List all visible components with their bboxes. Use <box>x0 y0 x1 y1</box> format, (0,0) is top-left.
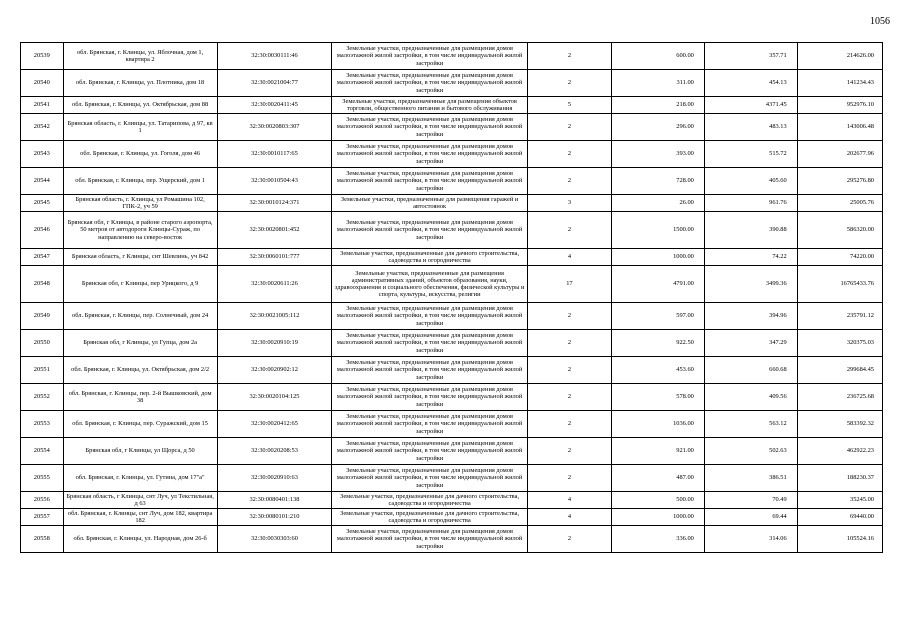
cadastral-number-cell: 32:30:0020801:452 <box>217 212 332 249</box>
cadastral-value-cell: 214626.00 <box>797 43 882 70</box>
address-cell: Брянская обл, г Клинцы, в районе старого аэропорта, 50 метров от автодороги Клинцы-Сураж, по направлению на северо-восток <box>63 212 217 249</box>
specific-value-cell: 454.13 <box>704 70 797 97</box>
address-cell: Брянская обл, г Клинцы, ул Гупца, дом 2а <box>63 330 217 357</box>
row-number-cell: 20555 <box>21 465 64 492</box>
address-cell: обл. Брянская, г. Клинцы, ул. Гоголя, дом 46 <box>63 141 217 168</box>
area-cell: 336.00 <box>611 526 704 553</box>
area-cell: 728.00 <box>611 168 704 195</box>
group-cell: 3 <box>527 195 611 212</box>
group-cell: 2 <box>527 438 611 465</box>
specific-value-cell: 502.63 <box>704 438 797 465</box>
area-cell: 500.00 <box>611 492 704 509</box>
address-cell: обл. Брянская, г. Клинцы, пер. Суражский, дом 15 <box>63 411 217 438</box>
table-row <box>21 168 883 195</box>
cadastral-number-cell: 32:30:0021005:112 <box>217 303 332 330</box>
table-row <box>21 438 883 465</box>
cadastral-value-cell: 74220.00 <box>797 249 882 266</box>
group-cell: 5 <box>527 97 611 114</box>
specific-value-cell: 69.44 <box>704 509 797 526</box>
land-use-cell: Земельные участки, предназначенные для размещения домов малоэтажной жилой застройки, в том числе индивидуальной жилой застройки <box>332 43 528 70</box>
specific-value-cell: 4371.45 <box>704 97 797 114</box>
land-use-cell: Земельные участки, предназначенные для размещения домов малоэтажной жилой застройки, в том числе индивидуальной жилой застройки <box>332 168 528 195</box>
row-number-cell: 20552 <box>21 384 64 411</box>
table-row <box>21 526 883 553</box>
land-use-cell: Земельные участки, предназначенные для размещения гаражей и автостоянок <box>332 195 528 212</box>
table-row <box>21 303 883 330</box>
cadastral-number-cell: 32:30:0020803:307 <box>217 114 332 141</box>
group-cell: 2 <box>527 70 611 97</box>
specific-value-cell: 70.49 <box>704 492 797 509</box>
address-cell: обл. Брянская, г. Клинцы, ул. Гутина, дом 17"а" <box>63 465 217 492</box>
cadastral-number-cell: 32:30:0020412:65 <box>217 411 332 438</box>
address-cell: обл. Брянская, г. Клинцы, ул. Яблочная, дом 1, квартира 2 <box>63 43 217 70</box>
cadastral-value-cell: 320375.03 <box>797 330 882 357</box>
address-cell: обл. Брянская, г. Клинцы, пер. Ущерский, дом 1 <box>63 168 217 195</box>
land-use-cell: Земельные участки, предназначенные для размещения домов малоэтажной жилой застройки, в том числе индивидуальной жилой застройки <box>332 357 528 384</box>
specific-value-cell: 386.51 <box>704 465 797 492</box>
cadastral-value-cell: 583392.32 <box>797 411 882 438</box>
group-cell: 2 <box>527 303 611 330</box>
address-cell: обл. Брянская, г. Клинцы, снт Луч, дом 182, квартира 182 <box>63 509 217 526</box>
table-row <box>21 249 883 266</box>
specific-value-cell: 357.71 <box>704 43 797 70</box>
land-use-cell: Земельные участки, предназначенные для дачного строительства, садоводства и огородничества <box>332 509 528 526</box>
table-row <box>21 212 883 249</box>
group-cell: 2 <box>527 141 611 168</box>
row-number-cell: 20543 <box>21 141 64 168</box>
group-cell: 2 <box>527 212 611 249</box>
row-number-cell: 20550 <box>21 330 64 357</box>
land-use-cell: Земельные участки, предназначенные для размещения домов малоэтажной жилой застройки, в том числе индивидуальной жилой застройки <box>332 438 528 465</box>
row-number-cell: 20545 <box>21 195 64 212</box>
address-cell: обл. Брянская, г. Клинцы, пер. Солнечный, дом 24 <box>63 303 217 330</box>
land-use-cell: Земельные участки, предназначенные для размещения домов малоэтажной жилой застройки, в том числе индивидуальной жилой застройки <box>332 212 528 249</box>
group-cell: 2 <box>527 168 611 195</box>
cadastral-number-cell: 32:30:0020104:125 <box>217 384 332 411</box>
cadastral-number-cell: 32:30:0020910:19 <box>217 330 332 357</box>
address-cell: Брянская обл, г Клинцы, ул Щорса, д 50 <box>63 438 217 465</box>
area-cell: 296.00 <box>611 114 704 141</box>
land-use-cell: Земельные участки, предназначенные для размещения административных зданий, объектов образования, науки, здравоохранения и социального обеспечения, физической культуры и спорта, культуры, искусства, религии <box>332 266 528 303</box>
group-cell: 2 <box>527 526 611 553</box>
table-row <box>21 465 883 492</box>
table-row <box>21 492 883 509</box>
cadastral-value-cell: 143006.48 <box>797 114 882 141</box>
address-cell: Брянская область, г. Клинцы, ул Ромашина 102, ГПК-2, уч 59 <box>63 195 217 212</box>
table-row <box>21 509 883 526</box>
table-row <box>21 330 883 357</box>
group-cell: 17 <box>527 266 611 303</box>
page-number: 1056 <box>870 16 890 27</box>
specific-value-cell: 405.60 <box>704 168 797 195</box>
group-cell: 2 <box>527 43 611 70</box>
table-row <box>21 357 883 384</box>
group-cell: 4 <box>527 492 611 509</box>
group-cell: 4 <box>527 249 611 266</box>
address-cell: Брянская обл, г Клинцы, пер Урицкого, д 9 <box>63 266 217 303</box>
row-number-cell: 20546 <box>21 212 64 249</box>
cadastral-value-cell: 141234.43 <box>797 70 882 97</box>
cadastral-value-cell: 295276.80 <box>797 168 882 195</box>
address-cell: Брянская область, г Клинцы, снт Шевлинь, уч 842 <box>63 249 217 266</box>
row-number-cell: 20549 <box>21 303 64 330</box>
area-cell: 921.00 <box>611 438 704 465</box>
area-cell: 393.00 <box>611 141 704 168</box>
land-use-cell: Земельные участки, предназначенные для размещения домов малоэтажной жилой застройки, в том числе индивидуальной жилой застройки <box>332 465 528 492</box>
row-number-cell: 20539 <box>21 43 64 70</box>
cadastral-number-cell: 32:30:0010504:43 <box>217 168 332 195</box>
cadastral-value-cell: 35245.00 <box>797 492 882 509</box>
cadastral-value-cell: 16765433.76 <box>797 266 882 303</box>
row-number-cell: 20541 <box>21 97 64 114</box>
group-cell: 2 <box>527 357 611 384</box>
land-use-cell: Земельные участки, предназначенные для размещения домов малоэтажной жилой застройки, в том числе индивидуальной жилой застройки <box>332 330 528 357</box>
specific-value-cell: 409.56 <box>704 384 797 411</box>
group-cell: 4 <box>527 509 611 526</box>
specific-value-cell: 660.68 <box>704 357 797 384</box>
cadastral-number-cell: 32:30:0021004:77 <box>217 70 332 97</box>
cadastral-value-cell: 299684.45 <box>797 357 882 384</box>
table-row <box>21 97 883 114</box>
cadastral-value-cell: 202677.96 <box>797 141 882 168</box>
area-cell: 26.00 <box>611 195 704 212</box>
land-use-cell: Земельные участки, предназначенные для дачного строительства, садоводства и огородничества <box>332 249 528 266</box>
specific-value-cell: 394.96 <box>704 303 797 330</box>
cadastral-number-cell: 32:30:0020411:45 <box>217 97 332 114</box>
group-cell: 2 <box>527 330 611 357</box>
area-cell: 487.00 <box>611 465 704 492</box>
cadastral-number-cell: 32:30:0080401:138 <box>217 492 332 509</box>
table-row <box>21 70 883 97</box>
specific-value-cell: 515.72 <box>704 141 797 168</box>
area-cell: 1036.00 <box>611 411 704 438</box>
address-cell: обл. Брянская, г. Клинцы, ул. Октябрьская, дом 2/2 <box>63 357 217 384</box>
cadastral-number-cell: 32:30:0060101:777 <box>217 249 332 266</box>
group-cell: 2 <box>527 465 611 492</box>
cadastral-value-cell: 236725.68 <box>797 384 882 411</box>
area-cell: 4791.00 <box>611 266 704 303</box>
row-number-cell: 20556 <box>21 492 64 509</box>
area-cell: 1000.00 <box>611 249 704 266</box>
specific-value-cell: 390.88 <box>704 212 797 249</box>
row-number-cell: 20548 <box>21 266 64 303</box>
specific-value-cell: 347.29 <box>704 330 797 357</box>
group-cell: 2 <box>527 384 611 411</box>
table-row <box>21 43 883 70</box>
table-row <box>21 195 883 212</box>
land-use-cell: Земельные участки, предназначенные для размещения домов малоэтажной жилой застройки, в том числе индивидуальной жилой застройки <box>332 141 528 168</box>
row-number-cell: 20547 <box>21 249 64 266</box>
area-cell: 311.00 <box>611 70 704 97</box>
land-use-cell: Земельные участки, предназначенные для размещения домов малоэтажной жилой застройки, в том числе индивидуальной жилой застройки <box>332 114 528 141</box>
cadastral-value-cell: 105524.16 <box>797 526 882 553</box>
cadastral-number-cell: 32:30:0020208:53 <box>217 438 332 465</box>
land-use-cell: Земельные участки, предназначенные для размещения домов малоэтажной жилой застройки, в том числе индивидуальной жилой застройки <box>332 384 528 411</box>
land-use-cell: Земельные участки, предназначенные для размещения объектов торговли, общественного питания и бытового обслуживания <box>332 97 528 114</box>
area-cell: 1500.00 <box>611 212 704 249</box>
row-number-cell: 20540 <box>21 70 64 97</box>
area-cell: 578.00 <box>611 384 704 411</box>
cadastral-number-cell: 32:30:0030111:46 <box>217 43 332 70</box>
area-cell: 1000.00 <box>611 509 704 526</box>
cadastral-number-cell: 32:30:0020910:63 <box>217 465 332 492</box>
land-use-cell: Земельные участки, предназначенные для размещения домов малоэтажной жилой застройки, в том числе индивидуальной жилой застройки <box>332 526 528 553</box>
specific-value-cell: 314.06 <box>704 526 797 553</box>
address-cell: Брянская область, г Клинцы, снт Луч, ул Текстильная, д 63 <box>63 492 217 509</box>
cadastral-number-cell: 32:30:0010117:65 <box>217 141 332 168</box>
row-number-cell: 20544 <box>21 168 64 195</box>
land-use-cell: Земельные участки, предназначенные для размещения домов малоэтажной жилой застройки, в том числе индивидуальной жилой застройки <box>332 303 528 330</box>
specific-value-cell: 3499.36 <box>704 266 797 303</box>
row-number-cell: 20557 <box>21 509 64 526</box>
address-cell: обл. Брянская, г. Клинцы, ул. Народная, дом 26-б <box>63 526 217 553</box>
land-use-cell: Земельные участки, предназначенные для дачного строительства, садоводства и огородничества <box>332 492 528 509</box>
cadastral-number-cell: 32:30:0020902:12 <box>217 357 332 384</box>
area-cell: 922.50 <box>611 330 704 357</box>
address-cell: обл. Брянская, г. Клинцы, пер. 2-й Вышковский, дом 38 <box>63 384 217 411</box>
group-cell: 2 <box>527 411 611 438</box>
specific-value-cell: 483.13 <box>704 114 797 141</box>
cadastral-number-cell: 32:30:0030303:60 <box>217 526 332 553</box>
area-cell: 597.00 <box>611 303 704 330</box>
row-number-cell: 20558 <box>21 526 64 553</box>
specific-value-cell: 74.22 <box>704 249 797 266</box>
table-row <box>21 384 883 411</box>
cadastral-value-cell: 462922.23 <box>797 438 882 465</box>
cadastral-number-cell: 32:30:0080101:210 <box>217 509 332 526</box>
cadastral-value-cell: 69440.00 <box>797 509 882 526</box>
land-use-cell: Земельные участки, предназначенные для размещения домов малоэтажной жилой застройки, в том числе индивидуальной жилой застройки <box>332 70 528 97</box>
cadastral-value-table <box>20 42 883 553</box>
row-number-cell: 20542 <box>21 114 64 141</box>
address-cell: обл. Брянская, г. Клинцы, ул. Плотника, дом 18 <box>63 70 217 97</box>
cadastral-value-cell: 25005.76 <box>797 195 882 212</box>
area-cell: 218.00 <box>611 97 704 114</box>
address-cell: обл. Брянская, г. Клинцы, ул. Октябрьская, дом 88 <box>63 97 217 114</box>
area-cell: 600.00 <box>611 43 704 70</box>
specific-value-cell: 563.12 <box>704 411 797 438</box>
cadastral-value-cell: 235791.12 <box>797 303 882 330</box>
row-number-cell: 20553 <box>21 411 64 438</box>
group-cell: 2 <box>527 114 611 141</box>
cadastral-value-cell: 586320.00 <box>797 212 882 249</box>
table-row <box>21 266 883 303</box>
land-use-cell: Земельные участки, предназначенные для размещения домов малоэтажной жилой застройки, в том числе индивидуальной жилой застройки <box>332 411 528 438</box>
table-row <box>21 114 883 141</box>
table-row <box>21 411 883 438</box>
address-cell: Брянская область, г. Клинцы, ул. Татарипова, д 97, кв 1 <box>63 114 217 141</box>
table-row <box>21 141 883 168</box>
specific-value-cell: 961.76 <box>704 195 797 212</box>
cadastral-value-cell: 188230.37 <box>797 465 882 492</box>
cadastral-value-cell: 952976.10 <box>797 97 882 114</box>
row-number-cell: 20551 <box>21 357 64 384</box>
area-cell: 453.60 <box>611 357 704 384</box>
row-number-cell: 20554 <box>21 438 64 465</box>
cadastral-number-cell: 32:30:0010124:371 <box>217 195 332 212</box>
cadastral-number-cell: 32:30:0020611:26 <box>217 266 332 303</box>
